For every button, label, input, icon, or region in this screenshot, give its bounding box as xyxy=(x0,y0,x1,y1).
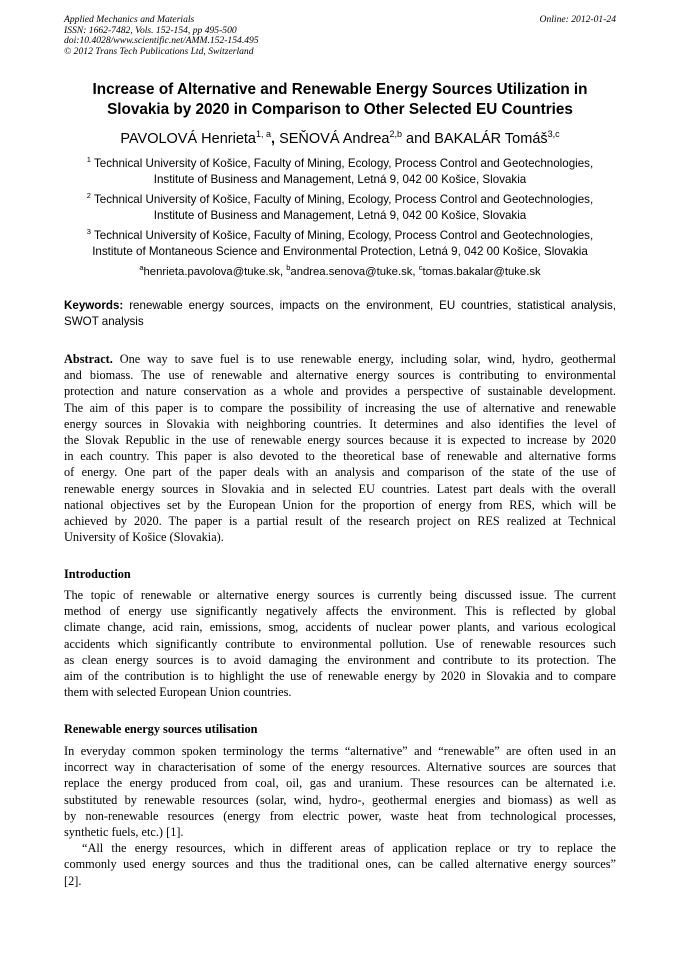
body-line: as clean energy sources is to avoid damaging the environment and contribute to its protection. The xyxy=(64,652,616,667)
paper-title xyxy=(64,80,616,120)
body-line: commonly used energy sources and thus the traditional ones, can be called alternative energy sources” xyxy=(64,857,616,872)
author-separator: , xyxy=(271,131,280,147)
affiliation-number: 1 xyxy=(86,155,91,164)
section-heading-introduction: Introduction xyxy=(64,567,131,581)
author-2: SEŇOVÁ Andrea xyxy=(279,131,390,147)
affiliation-line: Technical University of Košice, Faculty of Mining, Ecology, Process Control and Geotechnologies, xyxy=(93,193,594,206)
affiliation-2 xyxy=(60,192,620,224)
affiliation-3 xyxy=(60,228,620,260)
author-1: PAVOLOVÁ Henrieta xyxy=(120,131,256,147)
affiliation-1 xyxy=(60,156,620,188)
abstract-line: energy sources in Slovakia with neighboring countries. It determines and also identifies the level of xyxy=(64,416,616,431)
title-line-1: Increase of Alternative and Renewable Energy Sources Utilization in xyxy=(92,81,588,98)
body-line: incorrect way in characterisation of some of the energy resources. Alternative sources are sources that xyxy=(64,760,616,775)
abstract-line: of energy. One part of the paper deals with an analysis and comparison of the state of the use of xyxy=(64,465,616,480)
body-line: In everyday common spoken terminology the terms “alternative” and “renewable” are often used in an xyxy=(64,744,616,758)
abstract-line: Abstract. One way to save fuel is to use renewable energy, including solar, wind, hydro, geothermal xyxy=(64,352,616,366)
keywords-text: renewable energy sources, impacts on the environment, EU countries, statistical analysis, SWOT analysis xyxy=(64,299,616,328)
body-line: replace the energy produced from coal, oil, gas and uranium. These resources can be alternated i.e. xyxy=(64,776,616,791)
email-3[interactable]: tomas.bakalar@tuke.sk xyxy=(422,266,541,278)
abstract-line: renewable energy sources in Slovakia and in selected EU countries. Latest part deals with the overall xyxy=(64,481,616,496)
abstract-line: national objectives set by the European Union for the proportion of energy from RES, which will be xyxy=(64,497,616,512)
abstract-line: and biomass. The use of renewable and alternative energy sources is contributing to environmental xyxy=(64,368,616,383)
email-2[interactable]: andrea.senova@tuke.sk, xyxy=(290,266,419,278)
body-line: accidents which significantly contribute to environmental pollution. Use of renewable resources such xyxy=(64,636,616,651)
journal-name: Applied Mechanics and Materials xyxy=(64,14,195,25)
journal-header xyxy=(64,15,616,57)
affiliation-line: Institute of Business and Management, Letná 9, 042 00 Košice, Slovakia xyxy=(153,209,527,222)
keywords-label: Keywords: xyxy=(64,299,124,312)
body-line: [2]. xyxy=(64,873,82,888)
issn-line: ISSN: 1662-7482, Vols. 152-154, pp 495-500 xyxy=(64,24,237,36)
affiliation-line: Institute of Business and Management, Letná 9, 042 00 Košice, Slovakia xyxy=(153,173,527,186)
introduction-body xyxy=(64,587,616,700)
abstract-line: University of Košice (Slovakia). xyxy=(64,530,224,545)
body-line: “All the energy resources, which in different areas of application replace or try to replace the xyxy=(82,841,616,856)
title-line-2: Slovakia by 2020 in Comparison to Other Selected EU Countries xyxy=(107,101,573,118)
keywords xyxy=(64,298,616,330)
body-line: aim of the contribution is to highlight the use of renewable energy by 2020 in Slovakia and to compare xyxy=(64,668,616,683)
abstract-line: achieved by 2020. The paper is a partial result of the research project on RES realized at Technical xyxy=(64,513,616,528)
author-3: BAKALÁR Tomáš xyxy=(434,131,548,147)
affiliation-line: Technical University of Košice, Faculty of Mining, Ecology, Process Control and Geotechnologies, xyxy=(93,229,594,242)
author-list xyxy=(64,130,616,148)
affiliation-number: 2 xyxy=(86,191,91,200)
body-line: climate change, acid rain, emissions, smog, accidents of nuclear power plants, and various ecological xyxy=(64,620,616,635)
body-line: substituted by renewable resources (solar, wind, hydro-, geothermal energies and biomass) as well as xyxy=(64,792,616,807)
affiliation-number: 3 xyxy=(86,227,91,236)
online-date: Online: 2012-01-24 xyxy=(539,14,616,25)
doi-line: doi:10.4028/www.scientific.net/AMM.152-154.495 xyxy=(64,35,259,47)
res-section-body xyxy=(64,743,616,889)
abstract-line: protection and nature conservation as a whole and provides a perspective of sustainable development. xyxy=(64,384,616,399)
email-marker: a xyxy=(139,263,144,272)
email-marker: c xyxy=(418,263,423,272)
author-3-affil: 3,c xyxy=(547,129,560,139)
copyright-line: © 2012 Trans Tech Publications Ltd, Switzerland xyxy=(64,45,254,57)
email-marker: b xyxy=(286,263,291,272)
body-line: them with selected European Union countries. xyxy=(64,685,292,700)
author-separator: and xyxy=(402,131,435,147)
abstract-line: the Slovak Republic in the use of renewable energy sources because it is expected to increase by 2020 xyxy=(64,432,616,447)
author-2-affil: 2,b xyxy=(389,129,403,139)
email-1[interactable]: henrieta.pavolova@tuke.sk, xyxy=(143,266,287,278)
author-emails xyxy=(64,264,616,280)
body-line: synthetic fuels, etc.) [1]. xyxy=(64,824,184,839)
abstract-line: The aim of this paper is to compare the possibility of increasing the use of alternative and renewable xyxy=(64,400,616,415)
abstract-line: in each country. This paper is also devoted to the theoretical base of renewable and alternative forms xyxy=(64,449,616,464)
author-1-affil: 1, a xyxy=(256,129,272,139)
affiliation-line: Technical University of Košice, Faculty of Mining, Ecology, Process Control and Geotechnologies, xyxy=(93,157,594,170)
body-line: The topic of renewable or alternative energy sources is currently being discussed issue. The current xyxy=(64,588,616,602)
section-heading-res: Renewable energy sources utilisation xyxy=(64,722,258,736)
abstract xyxy=(64,351,616,545)
abstract-label: Abstract. xyxy=(64,352,113,366)
body-line: method of energy use significantly negatively affects the environment. This is reflected by global xyxy=(64,604,616,619)
body-line: by non-renewable resources (energy from electric power, waste heat from technological processes, xyxy=(64,808,616,823)
affiliation-line: Institute of Montaneous Science and Environmental Protection, Letná 9, 042 00 Košice, Slovakia xyxy=(92,245,588,258)
